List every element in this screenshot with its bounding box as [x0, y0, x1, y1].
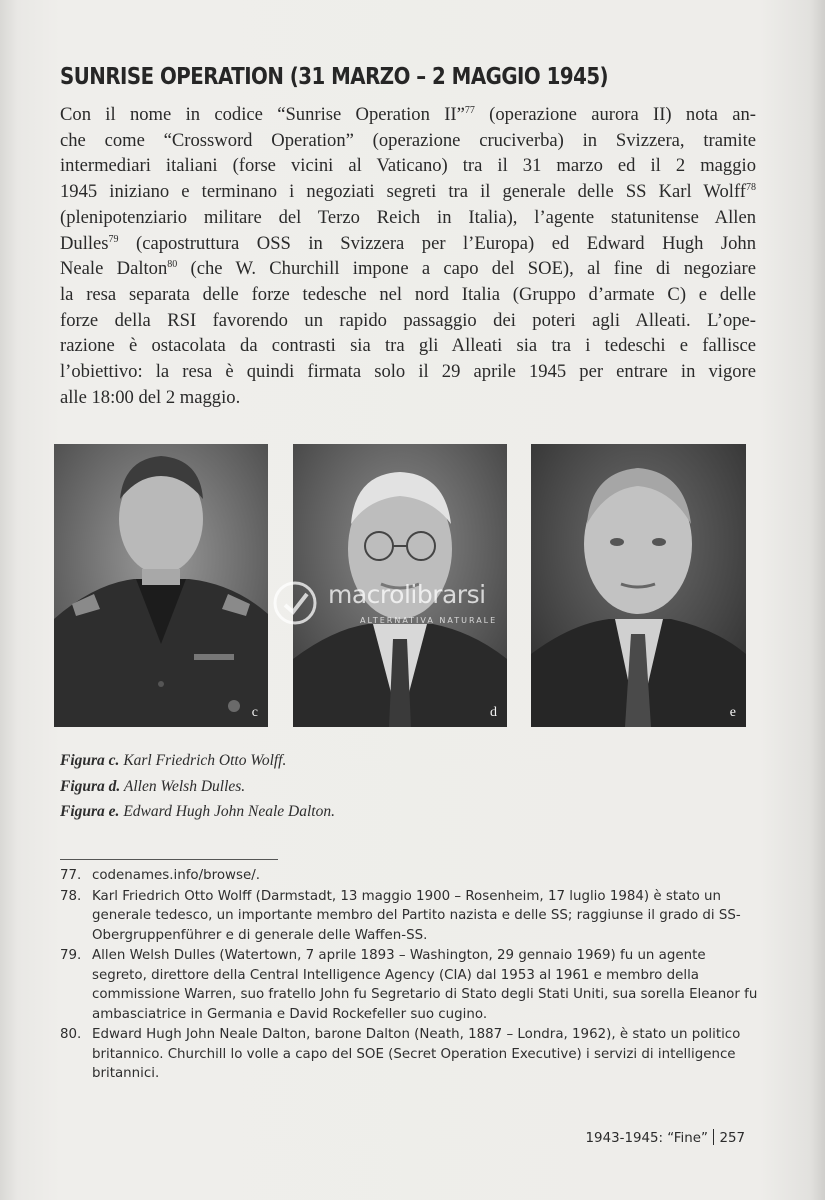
body-line: (plenipotenziario militare del Terzo Reich in Italia), l’agente statunitense Allen — [60, 206, 756, 228]
footer-separator — [713, 1129, 715, 1145]
body-line: Neale Dalton$^{80}$ (che W. Churchill impone a capo del SOE), al fine di negoziare — [60, 258, 756, 280]
footnote-ref: 80 — [167, 259, 178, 271]
watermark — [270, 574, 570, 634]
photo-label: e — [729, 705, 736, 720]
body-line: razione è ostacolata da contrasti sia tra gli Alleati sia tra i tedeschi e fallisce — [60, 335, 756, 357]
photo-label: d — [490, 705, 497, 720]
footnote-80: 80. Edward Hugh John Neale Dalton, barone Dalton (Neath, 1887 – Londra, 1962), è stato un politico britannico. Churchill lo volle a capo del SOE (Secret Operation Executive) i servizi di intelligence britannici. — [60, 1027, 741, 1081]
caption-figure-e: Figura e. Edward Hugh John Neale Dalton. — [60, 803, 335, 820]
footnote-divider — [60, 859, 278, 860]
body-paragraph — [60, 102, 756, 410]
body-line: forze della RSI favorendo un rapido passaggio dei poteri agli Alleati. L’ope- — [60, 309, 756, 331]
footnote-ref: 79 — [108, 233, 119, 245]
footnote-79: 79. Allen Welsh Dulles (Watertown, 7 aprile 1893 – Washington, 29 gennaio 1969) fu un agente segreto, direttore della Central Intelligence Agency (CIA) dal 1953 al 1961 e membro della commissione Warren, suo fratello John fu Segretario di Stato degli Stati Uniti, sua sorella Eleanor fu ambasciatrice in Germania e David Rockefeller suo cugino. — [60, 948, 758, 1022]
caption-figure-d: Figura d. Allen Welsh Dulles. — [60, 777, 246, 795]
portrait-image — [54, 444, 268, 727]
footnotes — [60, 866, 760, 1085]
photo-label: c — [251, 705, 258, 720]
body-line: che come “Crossword Operation” (operazione cruciverba) in Svizzera, tramite — [60, 129, 756, 151]
body-line: 1945 iniziano e terminano i negoziati segreti tra il generale delle SS Karl Wolff$^{78}$ — [60, 181, 756, 203]
body-line: alle 18:00 del 2 maggio. — [60, 386, 241, 408]
footnote-ref: 78 — [746, 182, 756, 194]
page-number: 257 — [719, 1131, 745, 1146]
body-line: intermediari italiani (forse vicini al Vaticano) tra il 31 marzo ed il 2 maggio — [60, 155, 756, 177]
watermark-logo-icon — [270, 578, 320, 628]
page-footer — [586, 1129, 745, 1146]
body-line: la resa separata delle forze tedesche nel nord Italia (Gruppo d’armate C) e delle — [60, 283, 756, 305]
footnote-ref: 77 — [464, 105, 475, 116]
figure-captions — [60, 748, 335, 825]
caption-figure-c: Figura c. Karl Friedrich Otto Wolff. — [60, 752, 287, 769]
photo-wolff — [54, 444, 268, 727]
body-line: l’obiettivo: la resa è quindi firmata solo il 29 aprile 1945 per entrare in vigore — [60, 361, 756, 383]
body-line: Dulles$^{79}$ (capostruttura OSS in Svizzera per l’Europa) ed Edward Hugh John — [60, 232, 756, 254]
running-footer-title: 1943-1945: “Fine” — [585, 1131, 708, 1146]
section-heading: SUNRISE OPERATION (31 MARZO – 2 MAGGIO 1945) — [60, 64, 609, 90]
footnote-77: 77. codenames.info/browse/. — [60, 868, 260, 883]
watermark-subtext: ALTERNATIVA NATURALE — [360, 616, 498, 625]
footnote-78: 78. Karl Friedrich Otto Wolff (Darmstadt, 13 maggio 1900 – Rosenheim, 17 luglio 1984) è stato un generale tedesco, un importante membro del Partito nazista e delle SS; raggiunse il grado di SS-Obergruppenführer e di generale delle Waffen-SS. — [60, 888, 741, 943]
watermark-text: macrolibrarsi — [328, 580, 486, 609]
body-line: Con il nome in codice “Sunrise Operation II”$^{77}$ (operazione aurora II) nota an- — [60, 104, 756, 125]
